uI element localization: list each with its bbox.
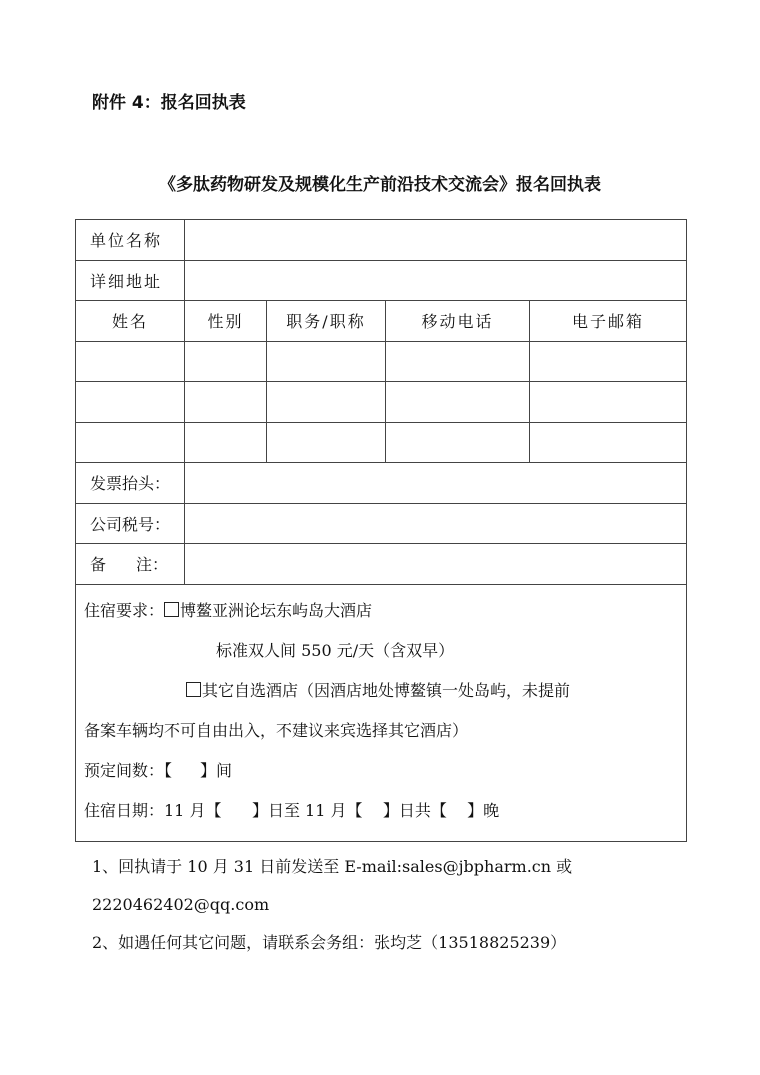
remark-row [76, 544, 687, 585]
accommodation-cell [76, 584, 687, 841]
tax-row [76, 503, 687, 544]
stay-line-hotel [84, 591, 676, 631]
registration-form-table [75, 219, 687, 842]
attendee-mobile-cell[interactable] [386, 341, 530, 382]
other-hotel-checkbox[interactable] [186, 682, 201, 697]
note-line-3: 2、如遇任何其它问题，请联系会务组：张均芝（13518825239） [92, 933, 567, 952]
hotel-checkbox[interactable] [164, 602, 179, 617]
note-line-1: 1、回执请于 10 月 31 日前发送至 E-mail:sales@jbpharm.cn 或 [92, 857, 573, 876]
column-header-email: 电子邮箱 [530, 301, 687, 342]
rooms-prefix: 预定间数：【 [84, 760, 173, 780]
attachment-label: 附件 4：报名回执表 [92, 93, 246, 113]
stay-line-rooms [84, 751, 676, 791]
tax-label: 公司税号： [76, 503, 185, 544]
remark-label-part1: 备 [90, 555, 107, 575]
address-row [76, 260, 687, 301]
address-field[interactable] [185, 260, 687, 301]
attendee-title-cell[interactable] [267, 422, 386, 463]
tax-field[interactable] [185, 503, 687, 544]
attendee-gender-cell[interactable] [185, 422, 267, 463]
attendee-email-cell[interactable] [530, 382, 687, 423]
rooms-suffix: 】间 [200, 760, 233, 780]
attendee-row [76, 382, 687, 423]
notes [92, 848, 692, 962]
invoice-row [76, 463, 687, 504]
attendee-gender-cell[interactable] [185, 382, 267, 423]
invoice-field[interactable] [185, 463, 687, 504]
unit-name-label: 单位名称 [76, 220, 185, 261]
column-header-mobile: 移动电话 [386, 301, 530, 342]
header-row [76, 301, 687, 342]
note-line-2: 2220462402@qq.com [92, 895, 270, 914]
other-hotel-text: 其它自选酒店（因酒店地处博鳌镇一处岛屿，未提前 [202, 680, 571, 700]
stay-dates: 住宿日期：11 月【 】日至 11 月【 】日共【 】晚 [84, 800, 500, 820]
stay-label: 住宿要求： [84, 600, 165, 620]
form-title: 《多肽药物研发及规模化生产前沿技术交流会》报名回执表 [159, 175, 601, 195]
attendee-name-cell[interactable] [76, 422, 185, 463]
attendee-mobile-cell[interactable] [386, 422, 530, 463]
attendee-email-cell[interactable] [530, 422, 687, 463]
column-header-title: 职务/职称 [267, 301, 386, 342]
unit-name-field[interactable] [185, 220, 687, 261]
remark-label [76, 544, 185, 585]
stay-price: 标准双人间 550 元/天（含双早） [216, 640, 455, 660]
attendee-name-cell[interactable] [76, 382, 185, 423]
attendee-mobile-cell[interactable] [386, 382, 530, 423]
column-header-gender: 性别 [185, 301, 267, 342]
remark-label-part2: 注： [136, 555, 169, 575]
attendee-row [76, 341, 687, 382]
attendee-row [76, 422, 687, 463]
unit-name-row [76, 220, 687, 261]
attendee-email-cell[interactable] [530, 341, 687, 382]
other-hotel-text-cont: 备案车辆均不可自由出入，不建议来宾选择其它酒店） [84, 720, 469, 740]
accommodation-row [76, 584, 687, 841]
remark-field[interactable] [185, 544, 687, 585]
attendee-gender-cell[interactable] [185, 341, 267, 382]
address-label: 详细地址 [76, 260, 185, 301]
stay-line-other [84, 671, 676, 711]
hotel-name: 博鳌亚洲论坛东屿岛大酒店 [180, 600, 373, 620]
invoice-label: 发票抬头： [76, 463, 185, 504]
attendee-title-cell[interactable] [267, 341, 386, 382]
attendee-name-cell[interactable] [76, 341, 185, 382]
column-header-name: 姓名 [76, 301, 185, 342]
attendee-title-cell[interactable] [267, 382, 386, 423]
